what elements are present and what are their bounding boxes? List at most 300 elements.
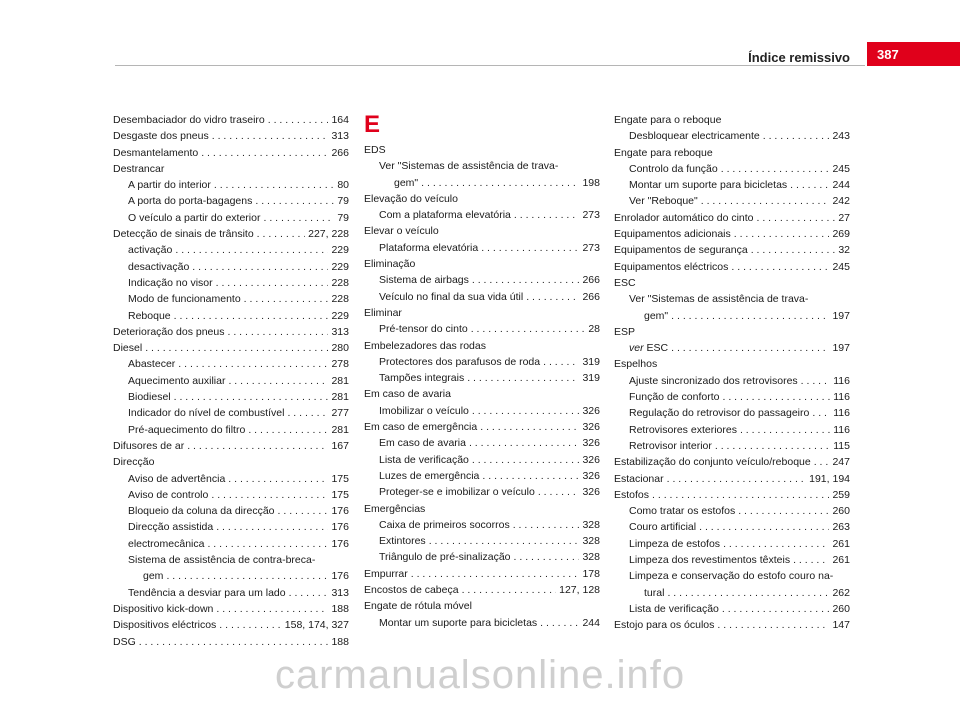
entry-label: Pré-tensor do cinto — [379, 323, 468, 336]
index-entry — [614, 487, 850, 503]
entry-text — [629, 340, 668, 356]
index-subentry: Limpeza e conservação do estofo couro na- — [629, 570, 834, 583]
dot-leader — [219, 617, 281, 633]
dot-leader — [216, 601, 328, 617]
dot-leader — [214, 177, 334, 193]
entry-label: Desbloquear electricamente — [629, 130, 760, 143]
index-entry — [364, 566, 600, 582]
entry-text — [113, 128, 209, 144]
dot-leader — [174, 308, 329, 324]
entry-label: Ver "Reboque" — [629, 195, 698, 208]
index-subentry — [113, 389, 349, 405]
page-reference: 188 — [331, 635, 349, 648]
page-reference: 319 — [582, 372, 600, 385]
index-entry — [614, 226, 850, 242]
page-reference: 245 — [832, 260, 850, 273]
page-reference: 32 — [838, 244, 850, 257]
dot-leader — [671, 308, 829, 324]
entry-label: Estacionar — [614, 472, 664, 485]
entry-text — [364, 582, 459, 598]
index-entry — [614, 617, 850, 633]
entry-label: Equipamentos eléctricos — [614, 260, 729, 273]
page-reference: 261 — [832, 554, 850, 567]
index-subentry-continuation — [113, 568, 349, 584]
dot-leader — [228, 324, 329, 340]
dot-leader — [216, 275, 329, 291]
entry-label: Tampões integrais — [379, 372, 465, 385]
page-reference: 27 — [838, 211, 850, 224]
page-reference: 229 — [331, 244, 349, 257]
dot-leader — [174, 389, 329, 405]
dot-leader — [701, 193, 830, 209]
index-entry — [113, 128, 349, 144]
dot-leader — [793, 552, 829, 568]
dot-leader — [790, 177, 829, 193]
page-reference: 178 — [582, 567, 600, 580]
page-reference: 262 — [832, 586, 850, 599]
page-reference: 176 — [331, 537, 349, 550]
entry-text — [629, 601, 719, 617]
entry-text — [128, 210, 260, 226]
page-reference: 326 — [582, 421, 600, 434]
dot-leader — [540, 615, 579, 631]
index-heading: ESC — [614, 276, 636, 289]
index-subentry — [364, 533, 600, 549]
dot-leader — [731, 259, 829, 275]
dot-leader — [429, 533, 580, 549]
page-reference: 313 — [331, 130, 349, 143]
index-subentry-continuation — [614, 308, 850, 324]
dot-leader — [538, 484, 580, 500]
entry-label: Imobilizar o veículo — [379, 404, 469, 417]
entry-label: Couro artificial — [629, 521, 697, 534]
entry-text — [629, 422, 737, 438]
entry-label: Limpeza de estofos — [629, 537, 721, 550]
entry-text — [614, 226, 731, 242]
entry-label: Triângulo de pré-sinalização — [379, 551, 511, 564]
dot-leader — [722, 601, 830, 617]
dot-leader — [757, 210, 836, 226]
dot-leader — [723, 536, 829, 552]
dot-leader — [462, 582, 557, 598]
index-entry — [113, 601, 349, 617]
index-subentry — [113, 291, 349, 307]
entry-text — [128, 356, 175, 372]
entry-label: Equipamentos adicionais — [614, 228, 731, 241]
entry-label: Direcção assistida — [128, 521, 214, 534]
dot-leader — [228, 471, 328, 487]
index-heading: Eliminar — [364, 306, 402, 319]
index-subentry — [614, 503, 850, 519]
entry-text — [128, 585, 286, 601]
entry-label: activação — [128, 244, 173, 257]
page-reference: 80 — [337, 179, 349, 192]
dot-leader — [717, 617, 829, 633]
page-reference: 175 — [331, 488, 349, 501]
index-entry — [113, 340, 349, 356]
entry-label: Dispositivo kick-down — [113, 602, 214, 615]
dot-leader — [763, 128, 830, 144]
index-entry — [364, 582, 600, 598]
dot-leader — [201, 145, 328, 161]
page-reference: 242 — [832, 195, 850, 208]
entry-text — [629, 373, 798, 389]
index-entry — [113, 145, 349, 161]
entry-text — [629, 519, 696, 535]
index-subentry — [364, 615, 600, 631]
dot-leader — [421, 175, 579, 191]
entry-text — [629, 128, 760, 144]
index-heading: Engate para o reboque — [614, 114, 722, 126]
index-subentry: Ver "Sistemas de assistência de trava- — [629, 293, 809, 306]
index-subentry: Ver "Sistemas de assistência de trava- — [379, 160, 559, 173]
entry-text — [614, 471, 664, 487]
entry-text — [128, 405, 284, 421]
entry-label: Diesel — [113, 342, 143, 355]
entry-label: Aquecimento auxiliar — [128, 374, 226, 387]
entry-text — [128, 177, 211, 193]
dot-leader — [667, 585, 829, 601]
index-heading: Embelezadores das rodas — [364, 339, 486, 352]
entry-label: Indicador do nível de combustível — [128, 407, 285, 420]
entry-text — [629, 389, 719, 405]
index-column-2 — [364, 112, 600, 631]
index-subentry — [614, 536, 850, 552]
entry-text — [128, 275, 213, 291]
entry-label: Desembaciador do vidro traseiro — [113, 114, 265, 126]
index-entry — [614, 454, 850, 470]
entry-text — [379, 435, 466, 451]
page-reference: 326 — [582, 469, 600, 482]
entry-text: tural — [644, 586, 665, 599]
page-reference: 281 — [331, 423, 349, 436]
dot-leader — [814, 454, 830, 470]
index-entry — [614, 210, 850, 226]
page-reference: 79 — [337, 195, 349, 208]
dot-leader — [178, 356, 328, 372]
entry-label: Limpeza dos revestimentos têxteis — [629, 554, 791, 567]
entry-text — [614, 242, 748, 258]
entry-text — [379, 354, 540, 370]
entry-text — [379, 452, 469, 468]
index-subentry — [364, 452, 600, 468]
dot-leader — [187, 438, 328, 454]
entry-label: Estofos — [614, 488, 650, 501]
dot-leader — [715, 438, 830, 454]
entry-label: Montar um suporte para bicicletas — [629, 179, 788, 192]
page-reference: 273 — [582, 241, 600, 254]
entry-text — [364, 419, 477, 435]
entry-text — [629, 193, 698, 209]
entry-text — [379, 517, 510, 533]
dot-leader — [667, 471, 807, 487]
entry-text: gem" — [394, 176, 419, 189]
index-subentry — [614, 193, 850, 209]
dot-leader — [480, 419, 579, 435]
index-entry — [614, 259, 850, 275]
dot-leader — [212, 128, 329, 144]
entry-text — [128, 193, 252, 209]
entry-text — [128, 487, 208, 503]
index-subentry — [113, 210, 349, 226]
entry-text — [379, 272, 469, 288]
entry-label: Em caso de emergência — [364, 421, 478, 434]
index-subentry — [364, 354, 600, 370]
entry-text — [629, 438, 712, 454]
index-subentry — [113, 177, 349, 193]
page-reference: 328 — [582, 535, 600, 548]
dot-leader — [801, 373, 831, 389]
entry-text — [113, 226, 254, 242]
entry-text — [379, 484, 535, 500]
entry-label: Protectores dos parafusos de roda — [379, 355, 541, 368]
dot-leader — [471, 321, 586, 337]
entry-label: Difusores de ar — [113, 439, 185, 452]
dot-leader — [472, 272, 580, 288]
index-subentry — [364, 321, 600, 337]
index-subentry — [113, 373, 349, 389]
index-subentry — [364, 240, 600, 256]
entry-text — [128, 519, 213, 535]
index-heading: Emergências — [364, 502, 426, 515]
index-subentry — [364, 435, 600, 451]
index-subentry — [614, 373, 850, 389]
page-reference: 188 — [331, 602, 349, 615]
entry-text — [128, 471, 225, 487]
entry-text — [629, 552, 790, 568]
page-reference: 191, 194 — [809, 472, 850, 485]
entry-label: Desgaste dos pneus — [113, 130, 209, 143]
page-reference: 326 — [582, 404, 600, 417]
entry-label: Encostos de cabeça — [364, 584, 459, 597]
entry-text — [629, 177, 787, 193]
index-entry — [614, 242, 850, 258]
entry-text — [379, 403, 469, 419]
entry-label: Controlo da função — [629, 162, 718, 175]
dot-leader — [228, 373, 328, 389]
page-reference: 328 — [582, 518, 600, 531]
entry-label: Sistema de airbags — [379, 274, 469, 287]
entry-text — [113, 324, 225, 340]
entry-label: O veículo a partir do exterior — [128, 211, 261, 224]
index-entry — [614, 471, 850, 487]
entry-text — [629, 536, 720, 552]
page-reference: 229 — [331, 309, 349, 322]
dot-leader — [278, 503, 329, 519]
dot-leader — [699, 519, 829, 535]
page-reference: 328 — [582, 551, 600, 564]
page-reference: 164 — [331, 114, 349, 126]
entry-label: Regulação do retrovisor do passageiro — [629, 407, 810, 420]
index-subentry — [113, 242, 349, 258]
page-reference: 197 — [832, 309, 850, 322]
entry-text — [629, 503, 735, 519]
header-rule — [115, 65, 865, 66]
index-subentry: Sistema de assistência de contra-breca- — [128, 554, 316, 567]
entry-label: Indicação no visor — [128, 276, 213, 289]
page-reference: 228 — [331, 293, 349, 306]
page-reference: 116 — [833, 391, 850, 404]
entry-text — [128, 422, 245, 438]
entry-label: Retrovisores exteriores — [629, 423, 737, 436]
page-reference: 266 — [582, 290, 600, 303]
index-subentry — [614, 161, 850, 177]
dot-leader — [139, 634, 329, 650]
index-subentry — [614, 405, 850, 421]
section-letter: E — [364, 111, 381, 138]
index-heading: Engate para reboque — [614, 146, 713, 159]
entry-text — [379, 321, 468, 337]
index-subentry-continuation — [614, 585, 850, 601]
index-entry — [113, 226, 349, 242]
entry-label: Dispositivos eléctricos — [113, 619, 217, 632]
dot-leader — [472, 452, 580, 468]
page-reference: 116 — [833, 374, 850, 387]
page-reference: 244 — [832, 179, 850, 192]
page-reference: 273 — [582, 209, 600, 222]
entry-label: Lista de verificação — [629, 602, 719, 615]
entry-text — [614, 617, 714, 633]
index-entry — [113, 112, 349, 128]
dot-leader — [652, 487, 829, 503]
entry-text — [364, 566, 408, 582]
page-reference: 277 — [331, 407, 349, 420]
entry-text — [128, 242, 172, 258]
page-reference: 266 — [582, 274, 600, 287]
page-reference: 229 — [331, 260, 349, 273]
page-reference: 176 — [331, 521, 349, 534]
page-reference: 227, 228 — [308, 228, 349, 241]
page-reference: 127, 128 — [559, 584, 600, 597]
entry-label: Com a plataforma elevatória — [379, 209, 511, 222]
index-heading: Destrancar — [113, 162, 165, 175]
dot-leader — [263, 210, 334, 226]
index-heading: Direcção — [113, 456, 155, 469]
index-heading: ESP — [614, 325, 636, 338]
index-subentry — [364, 403, 600, 419]
entry-label: Empurrar — [364, 567, 408, 580]
entry-label: Aviso de advertência — [128, 472, 226, 485]
page-reference: 158, 174, 327 — [284, 619, 349, 632]
entry-text — [113, 145, 198, 161]
entry-label: Extintores — [379, 535, 426, 548]
dot-leader — [268, 112, 329, 128]
dot-leader — [248, 422, 328, 438]
entry-label: DSG — [113, 635, 136, 648]
dot-leader — [482, 468, 579, 484]
entry-label: Caixa de primeiros socorros — [379, 518, 510, 531]
entry-text — [614, 487, 649, 503]
index-subentry — [113, 503, 349, 519]
dot-leader — [467, 370, 579, 386]
index-heading: Eliminação — [364, 258, 416, 271]
entry-label: Estabilização do conjunto veículo/reboque — [614, 456, 811, 469]
dot-leader — [255, 193, 334, 209]
index-subentry — [614, 177, 850, 193]
entry-label: Desmantelamento — [113, 146, 199, 159]
index-subentry — [614, 128, 850, 144]
page-reference: 28 — [588, 323, 600, 336]
index-subentry — [614, 519, 850, 535]
entry-text — [113, 438, 184, 454]
entry-text — [113, 112, 265, 128]
index-heading: Elevação do veículo — [364, 192, 458, 205]
entry-label: Função de conforto — [629, 391, 720, 404]
page-reference: 319 — [582, 355, 600, 368]
entry-text: gem" — [644, 309, 669, 322]
index-subentry — [113, 585, 349, 601]
index-entry — [113, 324, 349, 340]
entry-text — [379, 615, 537, 631]
entry-label: Proteger-se e imobilizar o veículo — [379, 486, 535, 499]
index-heading: Elevar o veículo — [364, 225, 439, 238]
dot-leader — [469, 435, 580, 451]
entry-label: Equipamentos de segurança — [614, 244, 748, 257]
page-reference: 326 — [582, 437, 600, 450]
page-reference: 263 — [832, 521, 850, 534]
index-subentry — [364, 272, 600, 288]
index-subentry — [113, 536, 349, 552]
page-reference: 79 — [337, 211, 349, 224]
dot-leader — [216, 519, 328, 535]
entry-text — [128, 536, 204, 552]
index-subentry — [614, 340, 850, 356]
index-entry — [113, 438, 349, 454]
entry-label: Aviso de controlo — [128, 488, 209, 501]
page-reference: 116 — [833, 407, 850, 420]
index-subentry — [614, 552, 850, 568]
page-reference: 147 — [832, 619, 850, 632]
entry-label: Bloqueio da coluna da direcção — [128, 505, 275, 518]
entry-label: ESC — [646, 342, 669, 355]
dot-leader — [513, 517, 580, 533]
entry-text — [629, 405, 809, 421]
dot-leader — [751, 242, 836, 258]
watermark: carmanualsonline.info — [274, 653, 686, 697]
entry-label: Retrovisor interior — [629, 439, 712, 452]
index-subentry — [614, 438, 850, 454]
entry-label: Deterioração dos pneus — [113, 325, 225, 338]
page-reference: 313 — [331, 586, 349, 599]
dot-leader — [472, 403, 580, 419]
dot-leader — [175, 242, 328, 258]
page-reference: 228 — [331, 276, 349, 289]
page-reference: 176 — [331, 570, 349, 583]
index-heading: Espelhos — [614, 358, 658, 371]
index-heading: Engate de rótula móvel — [364, 600, 472, 613]
entry-label: Em caso de avaria — [379, 437, 466, 450]
index-subentry — [364, 207, 600, 223]
page-reference: 278 — [331, 358, 349, 371]
dot-leader — [514, 549, 580, 565]
entry-label: Abastecer — [128, 358, 176, 371]
index-entry — [113, 634, 349, 650]
entry-text — [379, 533, 426, 549]
page-reference: 260 — [832, 602, 850, 615]
index-subentry-continuation — [364, 175, 600, 191]
index-subentry — [113, 405, 349, 421]
entry-text — [379, 549, 511, 565]
index-heading: Em caso de avaria — [364, 388, 451, 401]
page-reference: 326 — [582, 486, 600, 499]
index-subentry — [113, 422, 349, 438]
entry-see-also: ver — [629, 342, 644, 355]
entry-text — [128, 503, 275, 519]
index-subentry — [614, 422, 850, 438]
entry-text — [128, 373, 225, 389]
entry-label: Plataforma elevatória — [379, 241, 479, 254]
page-reference: 326 — [582, 453, 600, 466]
